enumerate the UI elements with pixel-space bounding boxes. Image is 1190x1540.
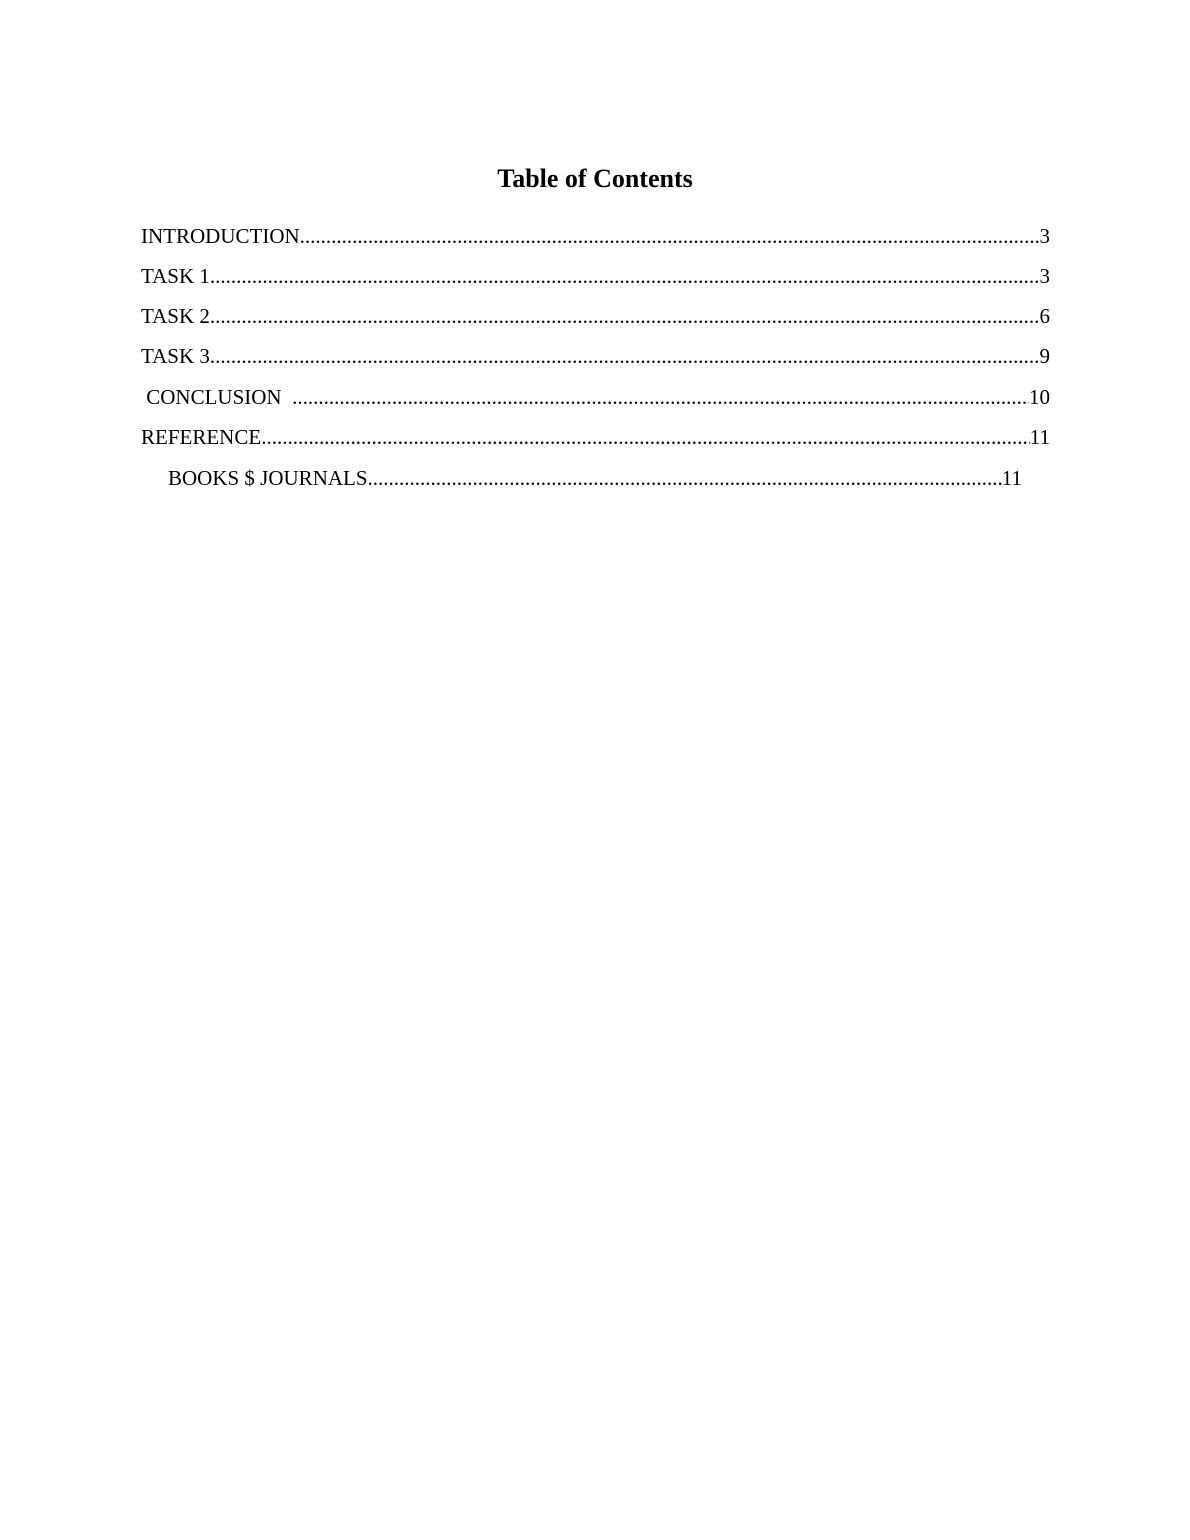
toc-dot-leader	[210, 263, 1040, 289]
toc-dot-leader	[300, 223, 1040, 249]
toc-dot-leader	[261, 424, 1030, 450]
toc-entry-conclusion[interactable]	[141, 384, 1050, 410]
toc-entry-reference[interactable]	[141, 424, 1050, 450]
toc-entry-label: BOOKS $ JOURNALS	[168, 466, 368, 490]
toc-entry-label: CONCLUSION	[141, 385, 293, 409]
toc-entry-page-number: 11	[1001, 466, 1022, 490]
toc-dot-leader	[292, 384, 1029, 410]
toc-entry-label: TASK 3	[141, 344, 210, 368]
toc-entry-page-number: 6	[1039, 304, 1050, 328]
toc-dot-leader	[210, 343, 1040, 369]
toc-entry-introduction[interactable]	[141, 223, 1050, 249]
toc-entry-label: REFERENCE	[141, 425, 262, 449]
toc-dot-leader	[368, 465, 1002, 491]
toc-entry-task-2[interactable]	[141, 303, 1050, 329]
toc-entry-page-number: 11	[1029, 425, 1050, 449]
toc-entry-task-1[interactable]	[141, 263, 1050, 289]
toc-entry-page-number: 10	[1029, 385, 1050, 409]
toc-entry-books-journals[interactable]	[168, 465, 1022, 491]
toc-entry-page-number: 3	[1039, 224, 1050, 248]
toc-entry-label: TASK 1	[141, 264, 210, 288]
toc-entry-page-number: 3	[1039, 264, 1050, 288]
toc-title: Table of Contents	[497, 164, 693, 193]
toc-entry-label: TASK 2	[141, 304, 210, 328]
toc-entry-task-3[interactable]	[141, 343, 1050, 369]
toc-dot-leader	[210, 303, 1040, 329]
toc-entry-label: INTRODUCTION	[141, 224, 300, 248]
toc-entry-page-number: 9	[1039, 344, 1050, 368]
